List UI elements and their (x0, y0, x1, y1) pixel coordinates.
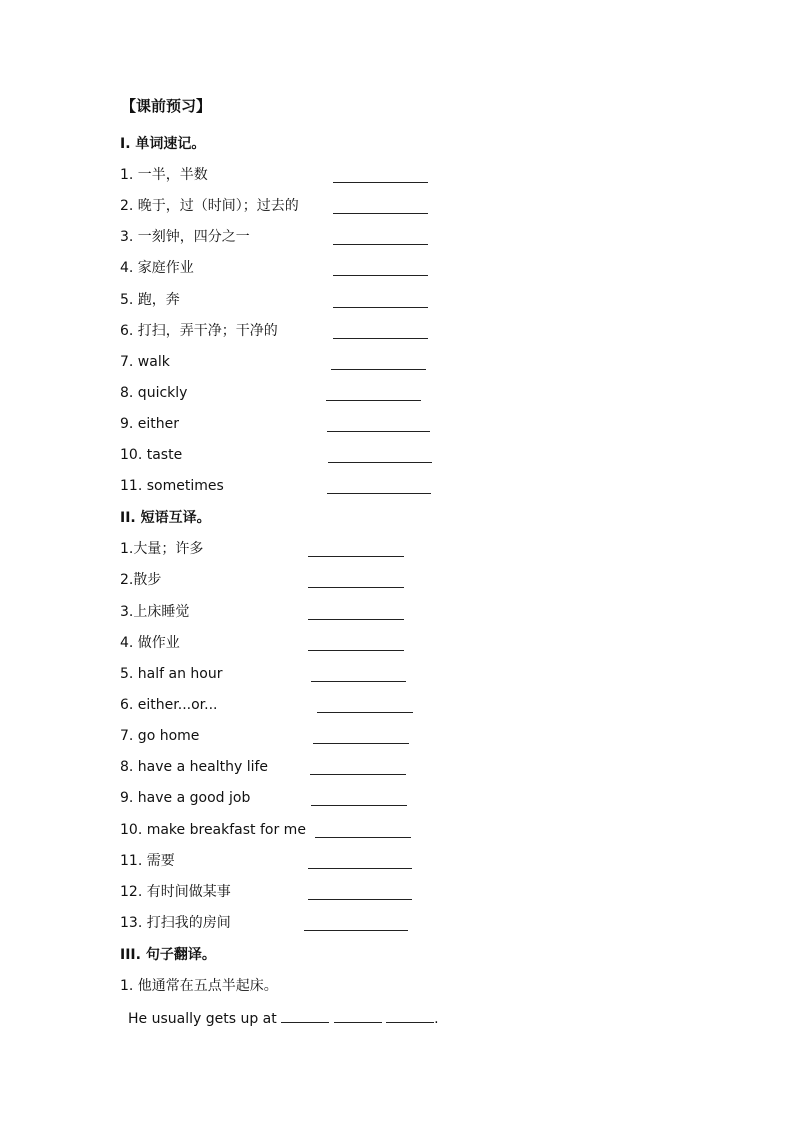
phrase-blank-10[interactable] (315, 837, 411, 838)
word-blank-8[interactable] (326, 400, 421, 401)
phrase-item-13: 13. 打扫我的房间 (120, 915, 231, 931)
sentence-answer-1-prefix: He usually gets up at (128, 1011, 277, 1027)
phrase-blank-3[interactable] (308, 619, 404, 620)
phrase-item-6: 6. either...or... (120, 697, 218, 713)
phrase-item-4: 4. 做作业 (120, 635, 180, 651)
phrase-item-3: 3.上床睡觉 (120, 604, 190, 620)
phrase-blank-2[interactable] (308, 587, 404, 588)
phrase-item-9: 9. have a good job (120, 790, 251, 806)
word-item-7: 7. walk (120, 354, 170, 370)
word-blank-7[interactable] (331, 369, 426, 370)
phrase-blank-9[interactable] (311, 805, 407, 806)
word-blank-3[interactable] (333, 244, 428, 245)
sentence-answer-1 (128, 1008, 439, 1029)
word-item-9: 9. either (120, 416, 180, 432)
word-item-1: 1. 一半，半数 (120, 167, 208, 183)
word-blank-10[interactable] (328, 462, 432, 463)
phrase-item-5: 5. half an hour (120, 666, 223, 682)
sentence-blank-1a[interactable] (281, 1008, 329, 1023)
phrase-blank-7[interactable] (313, 743, 409, 744)
phrase-blank-13[interactable] (304, 930, 408, 931)
word-blank-4[interactable] (333, 275, 428, 276)
sentence-answer-1-suffix: . (434, 1011, 439, 1027)
word-item-8: 8. quickly (120, 385, 188, 401)
page-title: 【课前预习】 (121, 97, 212, 115)
sentence-question-1: 1. 他通常在五点半起床。 (120, 978, 278, 994)
phrase-blank-4[interactable] (308, 650, 404, 651)
word-blank-1[interactable] (333, 182, 428, 183)
word-item-6: 6. 打扫，弄干净；干净的 (120, 323, 278, 339)
phrase-item-1: 1.大量；许多 (120, 541, 204, 557)
phrase-item-12: 12. 有时间做某事 (120, 884, 231, 900)
word-item-5: 5. 跑，奔 (120, 292, 180, 308)
phrase-blank-11[interactable] (308, 868, 412, 869)
word-item-3: 3. 一刻钟，四分之一 (120, 229, 250, 245)
word-blank-9[interactable] (327, 431, 430, 432)
phrase-blank-6[interactable] (317, 712, 413, 713)
section-1-heading: I. 单词速记。 (120, 136, 206, 152)
word-blank-6[interactable] (333, 338, 428, 339)
word-blank-11[interactable] (327, 493, 431, 494)
word-item-11: 11. sometimes (120, 478, 224, 494)
phrase-item-2: 2.散步 (120, 572, 162, 588)
phrase-blank-1[interactable] (308, 556, 404, 557)
phrase-blank-8[interactable] (310, 774, 406, 775)
phrase-item-10: 10. make breakfast for me (120, 822, 306, 838)
phrase-item-8: 8. have a healthy life (120, 759, 269, 775)
sentence-blank-1c[interactable] (386, 1008, 434, 1023)
word-blank-2[interactable] (333, 213, 428, 214)
word-item-10: 10. taste (120, 447, 183, 463)
section-3-heading: III. 句子翻译。 (120, 947, 216, 963)
phrase-blank-12[interactable] (308, 899, 412, 900)
phrase-blank-5[interactable] (311, 681, 406, 682)
word-item-2: 2. 晚于，过（时间）；过去的 (120, 198, 299, 214)
word-item-4: 4. 家庭作业 (120, 260, 194, 276)
phrase-item-7: 7. go home (120, 728, 200, 744)
word-blank-5[interactable] (333, 307, 428, 308)
sentence-blank-1b[interactable] (334, 1008, 382, 1023)
phrase-item-11: 11. 需要 (120, 853, 175, 869)
section-2-heading: II. 短语互译。 (120, 510, 211, 526)
